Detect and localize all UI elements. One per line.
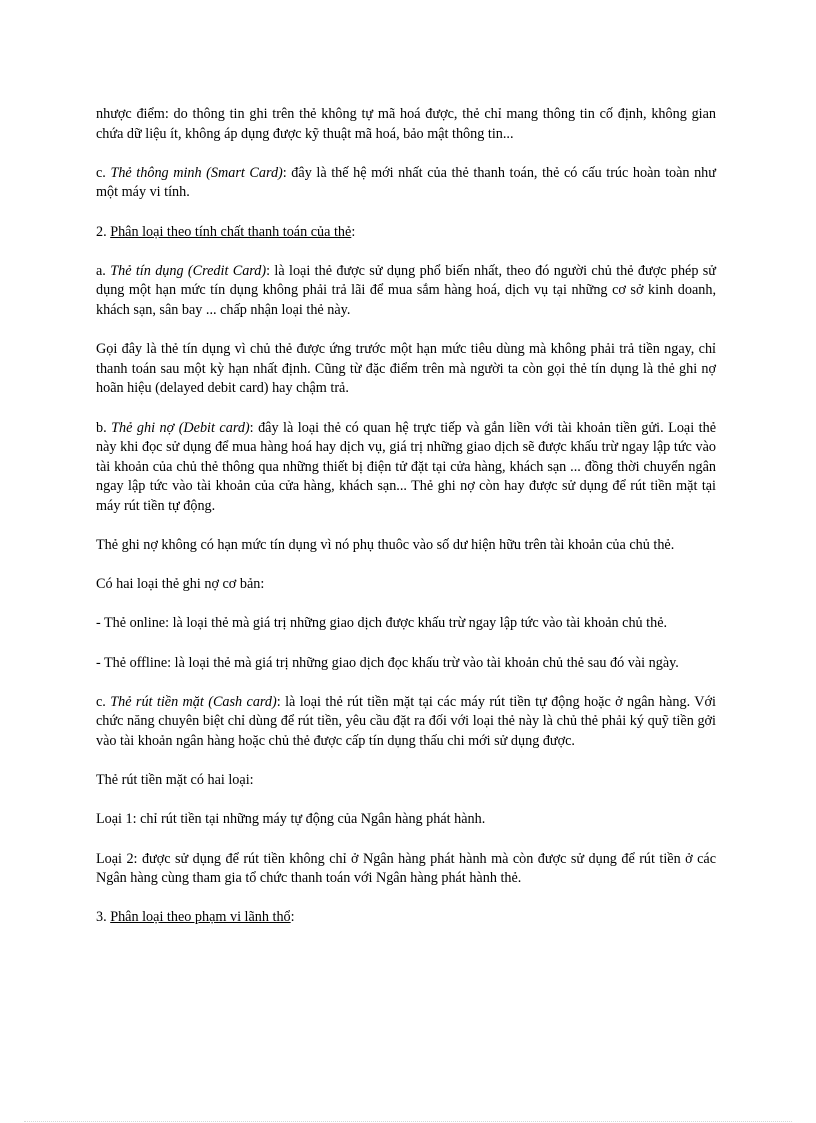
section-heading-underlined: Phân loại theo tính chất thanh toán của thẻ (110, 223, 352, 240)
paragraph-text: Loại 2: được sử dụng để rút tiền không chỉ ở Ngân hàng phát hành mà còn được sử dụng để rút tiền ở các Ngân hàng cùng tham gia tổ chức thanh toán với Ngân hàng phát hành thẻ. (96, 850, 716, 887)
paragraph-text: Thẻ rút tiền mặt có hai loại: (96, 772, 254, 789)
paragraph-text: Có hai loại thẻ ghi nợ cơ bản: (96, 576, 265, 593)
paragraph-text: nhược điểm: do thông tin ghi trên thẻ không tự mã hoá được, thẻ chỉ mang thông tin cố định, không gian chứa dữ liệu ít, không áp dụng được kỹ thuật mã hoá, bảo mật thông tin... (96, 106, 716, 142)
term-italic: Thẻ tín dụng (Credit Card) (110, 262, 267, 279)
page-bottom-divider (24, 1121, 792, 1122)
document-body (96, 105, 716, 948)
paragraph-p1 (96, 105, 716, 144)
paragraph-text: : (351, 223, 356, 240)
paragraph-text: c. (96, 693, 111, 710)
paragraph-text: Thẻ ghi nợ không có hạn mức tín dụng vì nó phụ thuôc vào số dư hiện hữu trên tài khoản của chủ thẻ. (96, 537, 675, 554)
term-italic: Thẻ ghi nợ (Debit card) (111, 419, 250, 436)
paragraph-p12 (96, 771, 716, 791)
paragraph-p5 (96, 340, 716, 399)
paragraph-text: 2. (96, 223, 111, 240)
paragraph-p15 (96, 908, 716, 928)
paragraph-text: a. (96, 262, 111, 279)
paragraph-p4 (96, 262, 716, 321)
paragraph-p7 (96, 536, 716, 556)
paragraph-text: Loại 1: chỉ rút tiền tại những máy tự động của Ngân hàng phát hành. (96, 811, 486, 828)
paragraph-text: Gọi đây là thẻ tín dụng vì chủ thẻ được ứng trước một hạn mức tiêu dùng mà không phải trả tiền ngay, chỉ thanh toán sau một kỳ hạn nhất định. Cũng từ đặc điểm trên mà người ta còn gọi thẻ tín dụng là thẻ ghi nợ hoãn hiệu (delayed debit card) hay chậm trả. (96, 341, 716, 397)
paragraph-p3 (96, 223, 716, 243)
paragraph-p11 (96, 693, 716, 752)
paragraph-p6 (96, 419, 716, 517)
paragraph-p13 (96, 810, 716, 830)
paragraph-text: - Thẻ online: là loại thẻ mà giá trị những giao dịch được khấu trừ ngay lập tức vào tài khoản chủ thẻ. (96, 615, 668, 632)
paragraph-p8 (96, 575, 716, 595)
paragraph-text: : đây là loại thẻ có quan hệ trực tiếp và gắn liền với tài khoản tiền gửi. Loại thẻ này khi đọc sử dụng để mua hàng hoá hay dịch vụ, giá trị những giao dịch sẽ được khấu trừ ngay lập tức vào tài khoản của chủ thẻ thông qua những thiết bị điện tử đặt tại cửa hàng, khách sạn ... đồng thời chuyển ngân ngay lập tức vào tài khoản của cửa hàng, khách sạn... Thẻ ghi nợ còn hay được sử dụng để rút tiền mặt tại máy rút tiền tự động. (96, 419, 716, 514)
paragraph-p9 (96, 614, 716, 634)
paragraph-text: : (290, 909, 295, 926)
paragraph-text: 3. (96, 909, 111, 926)
paragraph-text: : là loại thẻ rút tiền mặt tại các máy rút tiền tự động hoặc ở ngân hàng. Với chức năng chuyên biệt chỉ dùng để rút tiền, yêu cầu đặt ra đối với loại thẻ này là chủ thẻ phải ký quỹ tiền gởi vào tài khoản ngân hàng hoặc chủ thẻ được cấp tín dụng thấu chi mới sử dụng được. (96, 693, 716, 749)
paragraph-text: c. (96, 164, 111, 181)
paragraph-text: - Thẻ offline: là loại thẻ mà giá trị những giao dịch đọc khấu trừ vào tài khoản chủ thẻ sau đó vài ngày. (96, 654, 679, 671)
paragraph-p10 (96, 654, 716, 674)
term-italic: Thẻ thông minh (Smart Card) (110, 164, 283, 181)
term-italic: Thẻ rút tiền mặt (Cash card) (110, 693, 277, 710)
paragraph-text: : đây là thế hệ mới nhất của thẻ thanh toán, thẻ có cấu trúc hoàn toàn như một máy vi tính. (96, 164, 716, 201)
paragraph-p14 (96, 850, 716, 889)
paragraph-text: : là loại thẻ được sử dụng phổ biến nhất, theo đó người chủ thẻ được phép sử dụng một hạn mức tín dụng không phải trả lãi để mua sắm hàng hoá, dịch vụ tại những cơ sở kinh doanh, khách sạn, sân bay ... chấp nhận loại thẻ này. (96, 262, 716, 318)
paragraph-p2 (96, 164, 716, 203)
paragraph-text: b. (96, 419, 112, 436)
section-heading-underlined: Phân loại theo phạm vi lãnh thổ (110, 909, 291, 926)
